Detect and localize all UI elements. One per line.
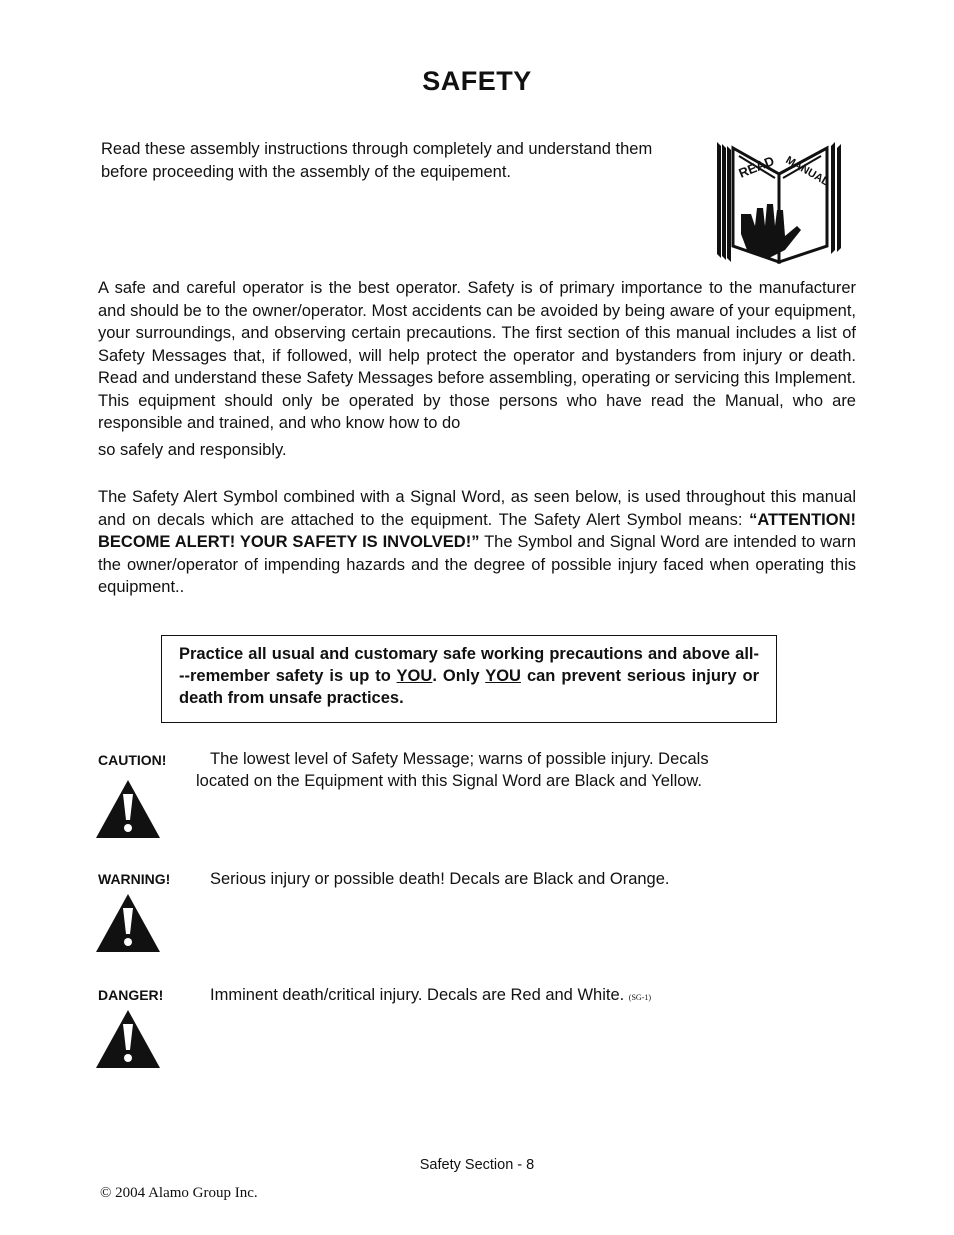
warning-alert-icon	[96, 894, 160, 952]
notice-part2: . Only	[432, 667, 486, 685]
section-page-number: Safety Section - 8	[419, 1157, 535, 1173]
safety-notice-box	[161, 635, 777, 723]
manual-text: MANUAL	[783, 154, 831, 189]
read-text: READ	[736, 153, 777, 181]
safety-alert-paragraph	[98, 486, 856, 599]
decal-code: (SG-1)	[628, 993, 652, 1002]
warning-message: Serious injury or possible death! Decals are Black and Orange.	[210, 870, 670, 888]
notice-part1: Practice all usual and customary safe working precautions and above all---remember safety is up to	[179, 645, 759, 685]
notice-part3: can prevent serious injury or death from unsafe practices.	[179, 667, 759, 707]
intro-paragraph	[98, 277, 856, 461]
danger-message	[210, 984, 651, 1009]
paragraph1-last-line: so safely and responsibly.	[98, 440, 287, 459]
copyright: © 2004 Alamo Group Inc.	[100, 1185, 258, 1201]
danger-alert-icon	[96, 1010, 160, 1068]
notice-you-2: YOU	[485, 667, 521, 685]
intro-line-2: before proceeding with the assembly of the equipement.	[101, 163, 512, 181]
danger-line-1: Imminent death/critical injury. Decals are Red and White.	[210, 986, 629, 1004]
paragraph2-part2: The Symbol and Signal Word are intended to warn the owner/operator of impending hazards and the degree of possible injury faced when operating this equipment..	[98, 533, 856, 596]
paragraph2-emphasis: “ATTENTION! BECOME ALERT! YOUR SAFETY IS INVOLVED!”	[98, 510, 856, 551]
caution-message	[196, 748, 776, 792]
warning-signal-word: WARNING!	[98, 871, 171, 887]
caution-alert-icon	[96, 780, 160, 838]
danger-signal-word: DANGER!	[98, 987, 164, 1003]
read-manual-icon	[713, 134, 845, 266]
notice-you-1: YOU	[396, 667, 433, 685]
intro-text	[101, 138, 701, 184]
paragraph1-body: A safe and careful operator is the best operator. Safety is of primary importance to the manufacturer and should be to the owner/operator. Most accidents can be avoided by being aware of your equipment, your surroundings, and observing certain precautions. The first section of this manual includes a list of Safety Messages that, if followed, will help protect the operator and bystanders from injury or death. Read and understand these Safety Messages before assembling, operating or servicing this Implement. This equipment should only be operated by those persons who have read the Manual, who are responsible and trained, and who know how to do	[98, 279, 856, 432]
caution-signal-word: CAUTION!	[98, 752, 167, 768]
caution-line-2: located on the Equipment with this Signal Word are Black and Yellow.	[196, 772, 703, 790]
caution-line-1: The lowest level of Safety Message; warns of possible injury. Decals	[210, 750, 709, 768]
intro-line-1: Read these assembly instructions through completely and understand them	[101, 140, 653, 158]
page-title: SAFETY	[422, 66, 532, 96]
paragraph2-part1: The Safety Alert Symbol combined with a Signal Word, as seen below, is used throughout this manual and on decals which are attached to the equipment. The Safety Alert Symbol means:	[98, 488, 856, 529]
